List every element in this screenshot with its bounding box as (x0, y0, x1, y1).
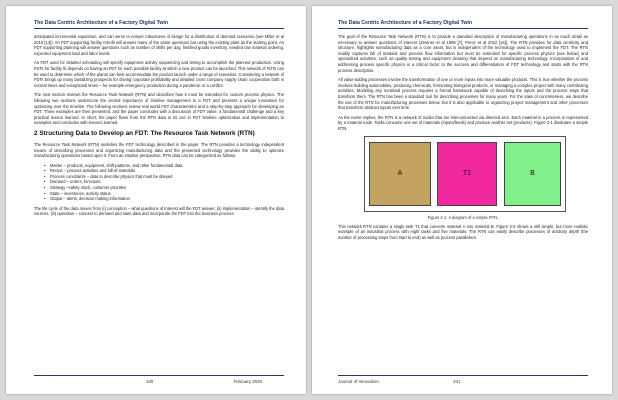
list-item: • Process constraints – data to describe physics that must be obeyed (44, 174, 284, 180)
left-footer (34, 375, 284, 386)
rtn-data-categories (44, 163, 284, 202)
footer-journal: Journal of Innovation (338, 379, 379, 384)
material-node-b: B (504, 142, 561, 206)
list-item: • Master – products, equipment, shift-patterns, and other fundamental data (44, 163, 284, 169)
left-paragraph-3: The next section reviews the Resource Task Network (RTN) and describes how it must be extended for custom process physics. The following two sections underscore the central importance of timeline management to a FDT and presents a unique innovation for optimizing over the timeline. The following sections review real world FDT characteristics and a step-by-step approach for developing an FDT. Three examples are then presented, and the paper concludes with a discussion of FDT value, a fundamental challenge and a key practical lesson learned. In short, the paper flows from the RTN data to its use in FDT timeline optimization and implementation to examples and concludes with lessons learned. (34, 92, 284, 126)
list-item: • Demand – orders, forecasts (44, 179, 284, 185)
section-intro: The Resource Task Network (RTN) underlies the FDT technology described in the paper. The RTN provides a technology independent means of describing processes and organizing manufacturing data and the presented technology provides the ability to optimize manufacturing operations based upon it. From an intuitive perspective, RTN data can be categorized as follows: (34, 141, 284, 159)
left-page-number: 100 (146, 379, 154, 384)
left-paragraph-1: anticipated incremental expansion, and can serve to ensure robustness of design for a distribution of demand scenarios (see Miller et al 2010 [13]). An FDT supporting facility retrofit will answer many of the same questions but using the existing plant as the starting point. An FDT supporting planning will answer questions such as number of shifts per day, finished goods inventory, needed raw material ordering, expected equipment load and labor levels. (34, 34, 284, 56)
figure-caption: Figure 2-1: A diagram of a simple RTN. (427, 214, 499, 220)
rtn-diagram (364, 136, 566, 212)
material-node-a: A (369, 142, 431, 206)
right-page (312, 6, 612, 394)
left-closing-paragraph: The life cycle of the data moves from (i) conception – what questions of interest will the FDT answer, (ii) implementation – identify the data sources, (iii) operation – connect to demand and state data and incorporate the FDT into the business process. (34, 205, 284, 217)
footer-date: February 2025 (233, 379, 262, 384)
left-running-header: The Data Centric Architecture of a Factory Digital Twin (34, 20, 284, 29)
task-node-t1: T1 (437, 142, 497, 206)
right-paragraph-1: The goal of the Resource Task Network (RTN) is to provide a standard description of manufacturing operations in as much detail as necessary to answer questions of interest (Zentner et al 1998 [7], Perez et al 2022 [16]). The RTN provides for data centricity and structure, highlights manufacturing data as a core asset, but is independent of the technology used to implement the FDT. The RTN readily captures bill of material and process flow information but must be extended for specific process physics (see below) and specialized activities, such as quality testing and equipment cleaning that depend on manufacturing technology. Incorporation of and addressing process specific physics is a critical factor to the success and differentiation of FDT technology and starts with the RTN process description. (338, 34, 588, 73)
right-paragraph-3: As the name implies, the RTN is a network of nodes that are interconnected via directed arcs. Each material in a process is represented by a material node. Tasks consume one set of materials (inputs/feeds) and produce another set (products). Figure 2-1 illustrates a simple RTN. (338, 114, 588, 131)
right-running-header: The Data Centric Architecture of a Factory Digital Twin (338, 20, 588, 29)
list-item: • Strategy –safety stock, customer priorities (44, 185, 284, 191)
section-heading: 2 Structuring Data to Develop an FDT: The Resource Task Network (RTN) (34, 129, 255, 137)
list-item: • Recipe – process activities and bill-of-materials (44, 168, 284, 174)
right-page-number: 101 (453, 379, 461, 384)
list-item: • State – inventories, activity status (44, 191, 284, 197)
left-paragraph-2: An FDT used for detailed scheduling will specify equipment activity sequencing and timing to accomplish the planned production. Using FDTs for facility fit depends on having an FDT for each possible facility at which a new product can be launched. This network of FDTs can be used to determine which of the plants can best accommodate the product launch under a range of scenarios. Considering a network of FDTs brings up many tantalizing prospects for driving corporate profitability and detailed cross company supply chain cooperation both in normal times and exceptional times – for example emergency production during a pandemic or a conflict. (34, 60, 284, 88)
right-paragraph-2: All value-adding processes involve the transformation of one or more inputs into more valuable products. This is true whether the process involves building automobiles, producing chemicals, fermenting biological products, or managing a complex project with many contributing activities. Modeling any nontrivial process requires a formal framework capable of describing the inputs and the process steps that transform them. The RTN has been a standard tool for describing processes for many years. For the sake of concreteness, we describe the use of the RTN for manufacturing processes below, but it is also applicable to organizing project management and other processes that transform abstract inputs over time. (338, 77, 588, 111)
left-page (6, 6, 306, 394)
list-item: • Output – alerts, decision making information (44, 196, 284, 202)
right-closing-paragraph: This network RTN contains a single task T1 that converts material A into material B. Figure 2-2 shows a still simple, but more realistic example of an industrial process with eight tasks and five materials. The RTN can easily describe processes of arbitrary depth (the number of processing steps from start to end) as well as process parallelism. (338, 223, 588, 240)
right-page-content (338, 20, 588, 394)
left-page-content (34, 20, 284, 394)
right-footer (338, 375, 588, 386)
